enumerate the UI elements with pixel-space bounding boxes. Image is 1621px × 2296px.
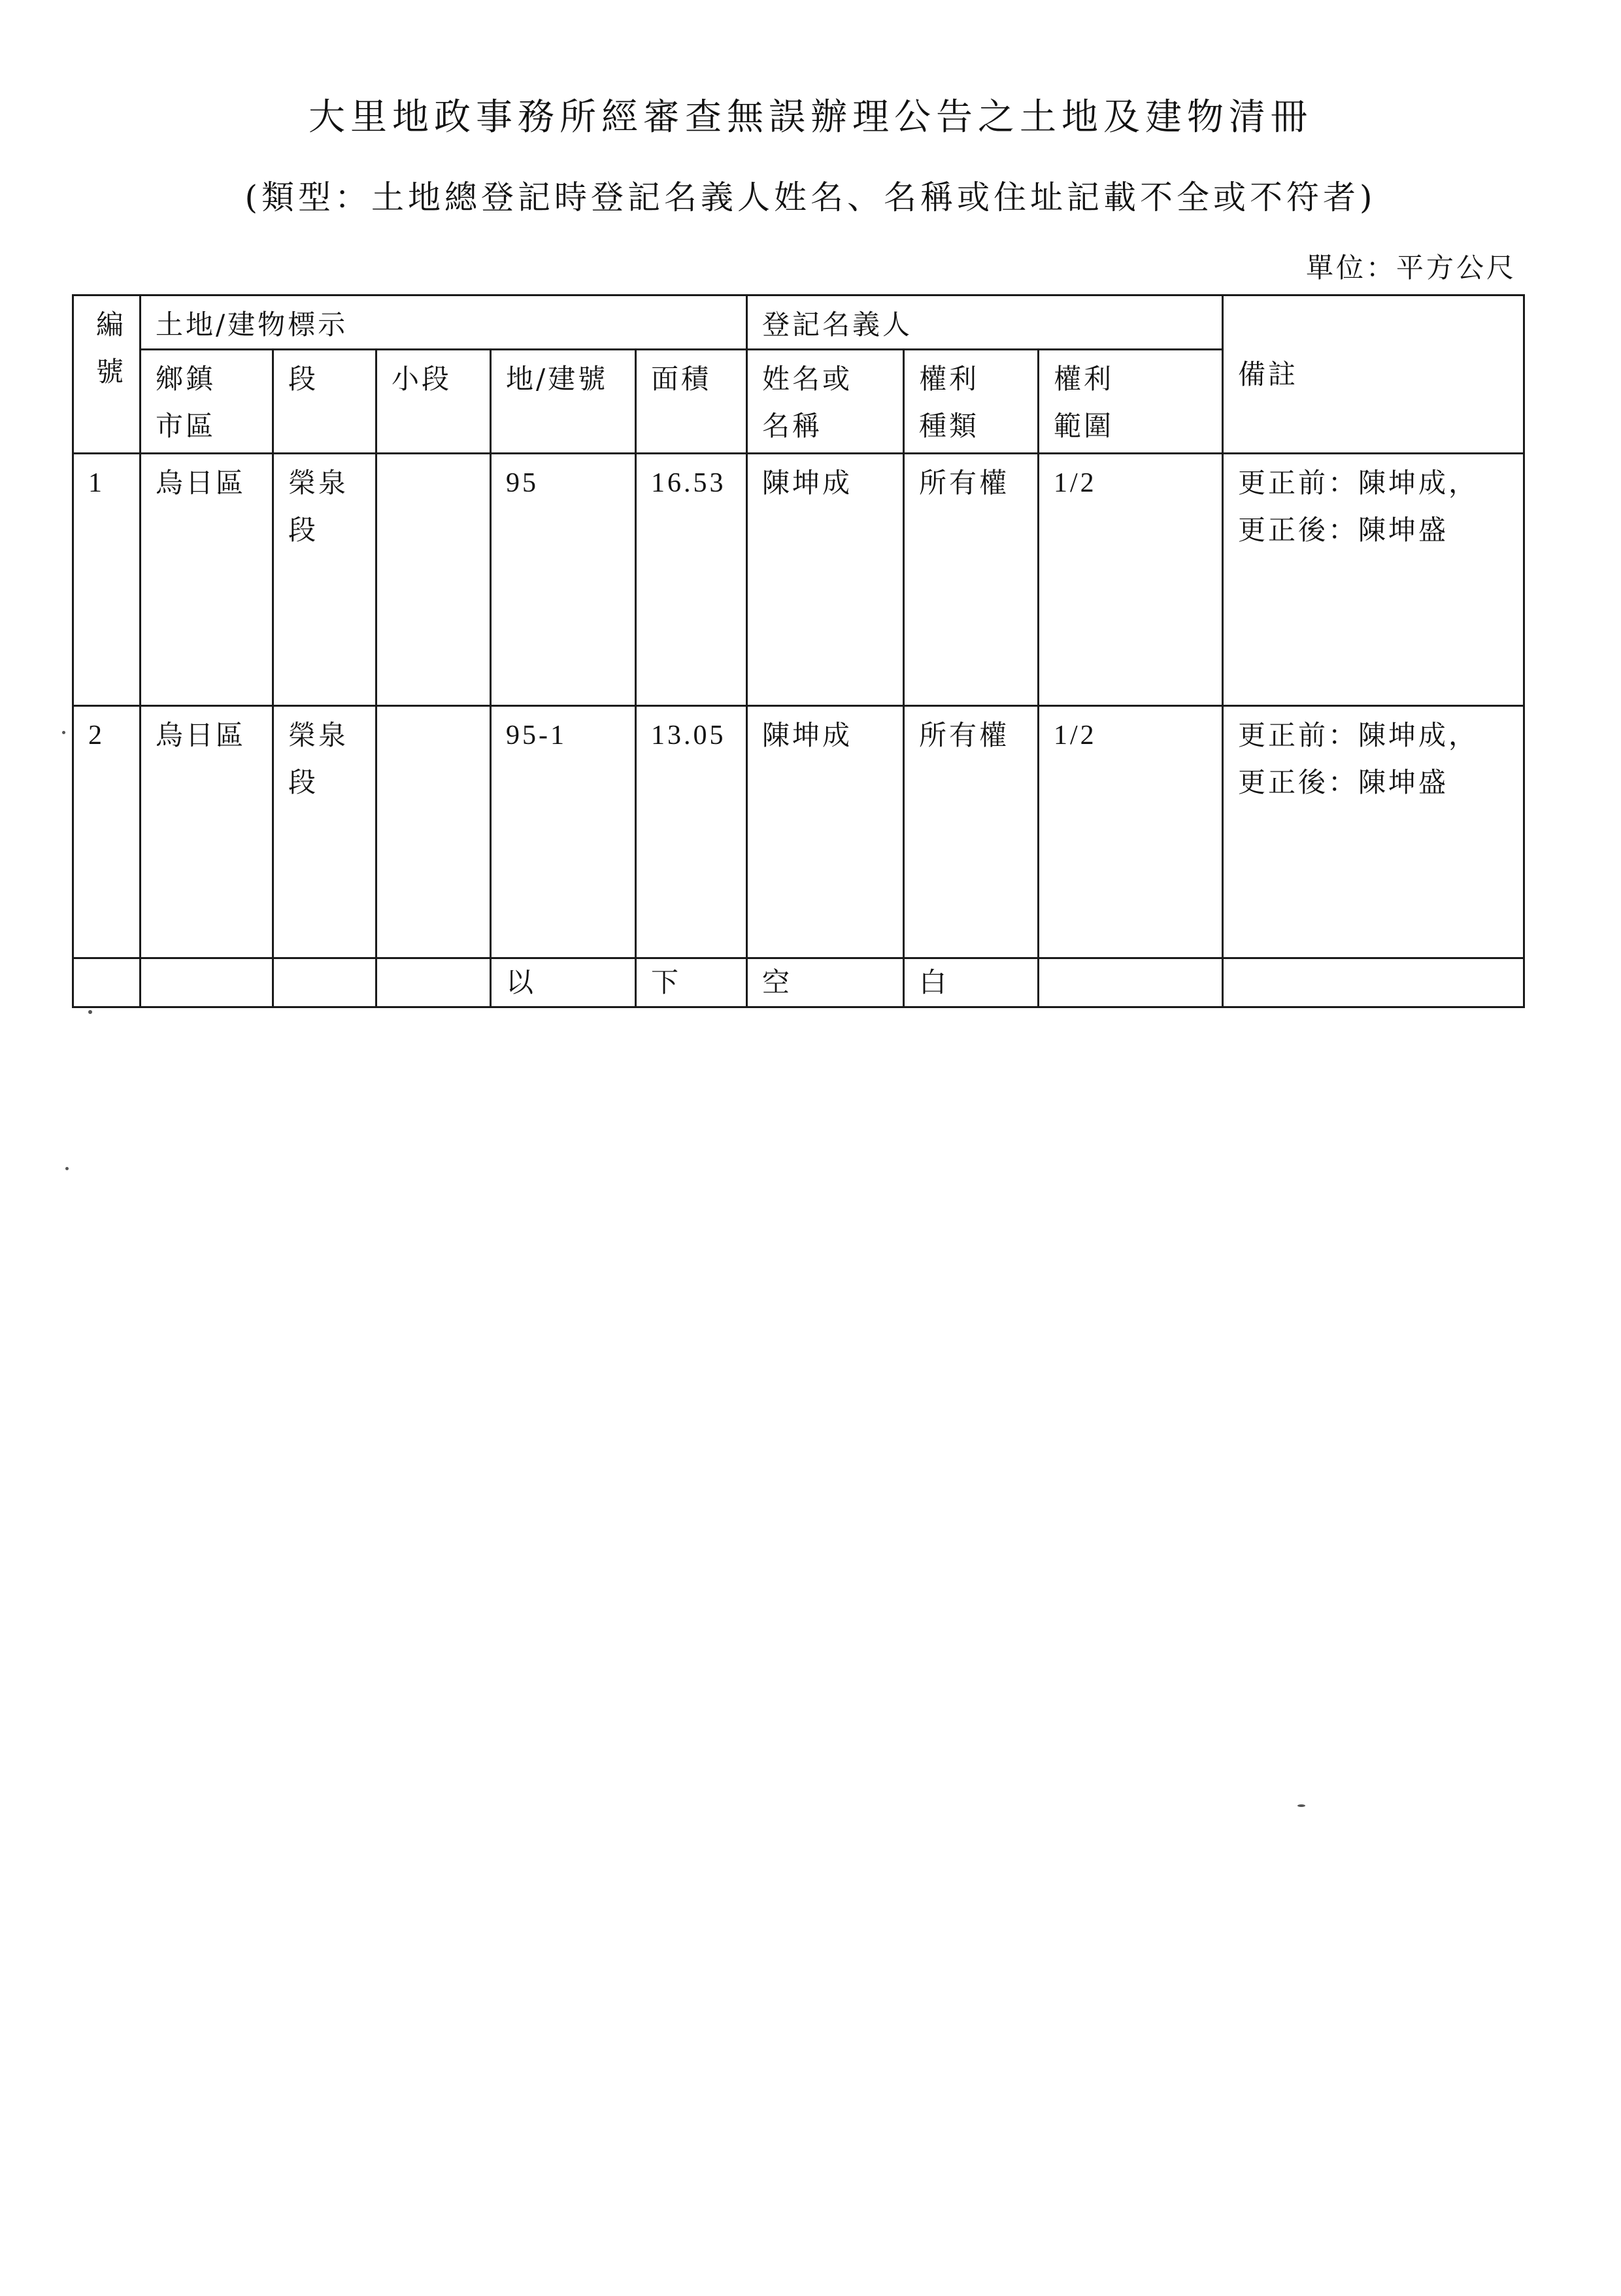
remarks-before: 更正前：陳坤成， <box>1238 467 1479 499</box>
blank-marker-char: 下 <box>636 958 747 1007</box>
area-cell: 16.53 <box>636 454 747 706</box>
blank-marker-char: 以 <box>491 958 636 1007</box>
page-title: 大里地政事務所經審查無誤辦理公告之土地及建物清冊 <box>309 96 1312 139</box>
district-header <box>141 350 273 454</box>
registrant-header: 登記名義人 <box>747 295 1223 350</box>
right-scope-cell: 1/2 <box>1039 706 1223 958</box>
remarks-after: 更正後：陳坤盛 <box>1238 514 1449 546</box>
table-row <box>73 454 1524 706</box>
section-header: 段 <box>273 350 376 454</box>
blank-cell <box>1223 958 1524 1007</box>
blank-cell <box>1039 958 1223 1007</box>
remarks-cell <box>1223 706 1524 958</box>
right-type-header-line-2: 種類 <box>919 410 980 442</box>
seq-cell: 1 <box>73 454 141 706</box>
lot-number-cell: 95 <box>491 454 636 706</box>
section-cell-line-2: 段 <box>288 766 319 798</box>
name-header <box>747 350 904 454</box>
blank-cell <box>273 958 376 1007</box>
page-subtitle: (類型：土地總登記時登記名義人姓名、名稱或住址記載不全或不符者) <box>244 178 1377 216</box>
subsection-header: 小段 <box>376 350 491 454</box>
section-cell <box>273 706 376 958</box>
area-cell: 13.05 <box>636 706 747 958</box>
land-building-register-table <box>72 294 1525 1008</box>
seq-header-line-1: 編 <box>96 309 127 341</box>
remarks-header: 備註 <box>1223 295 1524 454</box>
name-cell: 陳坤成 <box>747 454 904 706</box>
remarks-before: 更正前：陳坤成， <box>1238 719 1479 751</box>
right-scope-cell: 1/2 <box>1039 454 1223 706</box>
lot-number-cell: 95-1 <box>491 706 636 958</box>
right-type-header-line-1: 權利 <box>919 363 980 395</box>
right-type-header <box>904 350 1039 454</box>
land-building-header: 土地/建物標示 <box>141 295 747 350</box>
remarks-after: 更正後：陳坤盛 <box>1238 766 1449 798</box>
scan-speck <box>62 731 65 734</box>
blank-cell <box>141 958 273 1007</box>
blank-marker-char: 空 <box>747 958 904 1007</box>
right-type-cell: 所有權 <box>904 454 1039 706</box>
scan-speck <box>88 1010 92 1014</box>
scan-speck <box>1297 1804 1305 1807</box>
header-row <box>73 295 1524 350</box>
blank-cell <box>73 958 141 1007</box>
right-type-cell: 所有權 <box>904 706 1039 958</box>
name-cell: 陳坤成 <box>747 706 904 958</box>
seq-cell: 2 <box>73 706 141 958</box>
right-scope-header <box>1039 350 1223 454</box>
section-cell-line-2: 段 <box>288 514 319 546</box>
lot-number-header: 地/建號 <box>491 350 636 454</box>
district-header-line-2: 市區 <box>156 410 216 442</box>
blank-cell <box>376 958 491 1007</box>
seq-header <box>73 295 141 454</box>
subsection-cell <box>376 706 491 958</box>
right-scope-header-line-1: 權利 <box>1054 363 1114 395</box>
section-cell-line-1: 榮泉 <box>288 467 349 499</box>
district-cell: 烏日區 <box>141 454 273 706</box>
subsection-cell <box>376 454 491 706</box>
blank-marker-char: 白 <box>904 958 1039 1007</box>
section-cell-line-1: 榮泉 <box>288 719 349 751</box>
scan-speck <box>65 1167 69 1170</box>
name-header-line-2: 名稱 <box>762 410 823 442</box>
blank-marker-row <box>73 958 1524 1007</box>
district-cell: 烏日區 <box>141 706 273 958</box>
unit-label: 單位：平方公尺 <box>1305 252 1516 284</box>
district-header-line-1: 鄉鎮 <box>156 363 216 395</box>
remarks-cell <box>1223 454 1524 706</box>
section-cell <box>273 454 376 706</box>
area-header: 面積 <box>636 350 747 454</box>
table-row <box>73 706 1524 958</box>
seq-header-line-2: 號 <box>96 356 127 388</box>
name-header-line-1: 姓名或 <box>762 363 853 395</box>
right-scope-header-line-2: 範圍 <box>1054 410 1114 442</box>
